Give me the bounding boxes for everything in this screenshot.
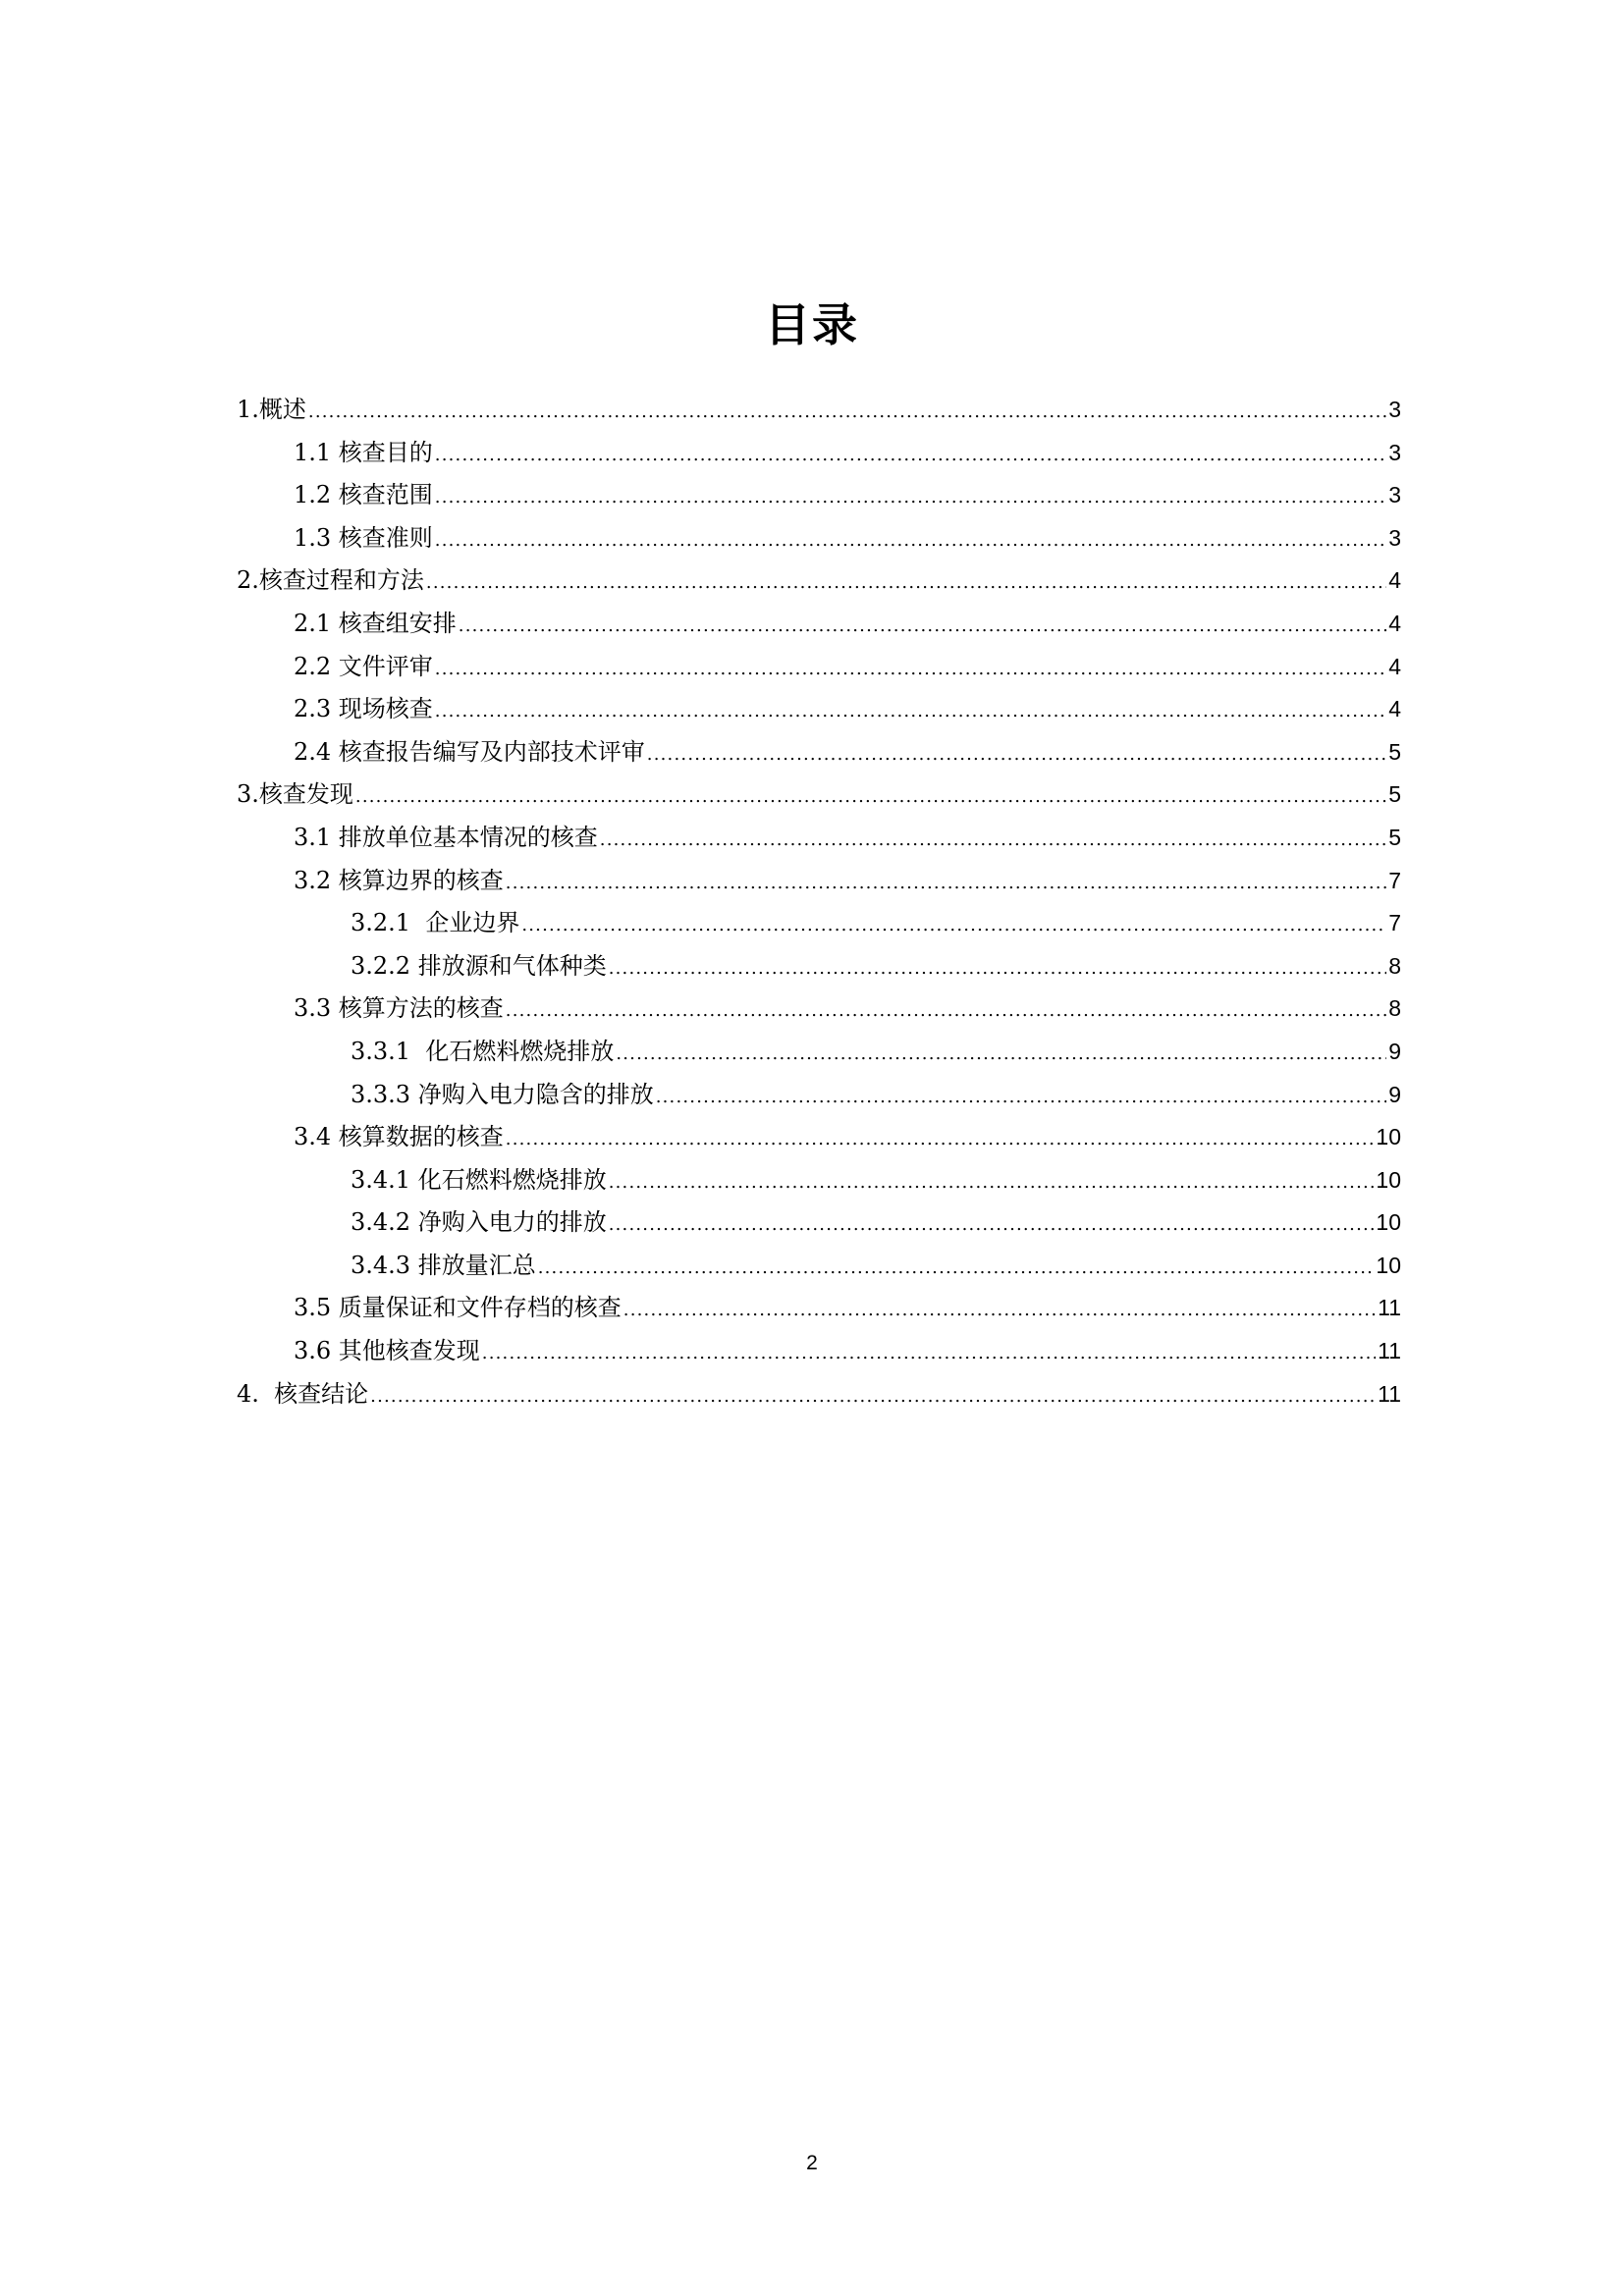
toc-entry-label: 1.概述	[237, 396, 306, 423]
toc-entry-label: 3.2.1 企业边界	[351, 909, 520, 937]
toc-entry-label: 3.3.1 化石燃料燃烧排放	[351, 1037, 615, 1065]
toc-dot-leader	[623, 1289, 1376, 1332]
toc-entry-3-4-2[interactable]	[237, 1201, 1401, 1245]
table-of-contents	[237, 389, 1401, 1415]
toc-entry-2-4[interactable]	[237, 731, 1401, 774]
toc-entry-label: 4. 核查结论	[237, 1379, 369, 1408]
toc-entry-2-3[interactable]	[237, 688, 1401, 731]
toc-entry-4[interactable]	[237, 1373, 1401, 1416]
toc-dot-leader	[600, 819, 1386, 862]
toc-entry-1-1[interactable]	[237, 432, 1401, 475]
toc-entry-label: 3.6 其他核查发现	[294, 1337, 480, 1365]
toc-entry-label: 2.4 核查报告编写及内部技术评审	[294, 737, 645, 766]
toc-entry-3[interactable]	[237, 774, 1401, 817]
toc-entry-3-4[interactable]	[237, 1116, 1401, 1159]
toc-entry-label: 1.2 核查范围	[294, 481, 433, 509]
toc-entry-page: 10	[1376, 1166, 1401, 1193]
page-number: 2	[806, 2152, 818, 2174]
toc-dot-leader	[435, 690, 1386, 733]
toc-entry-3-6[interactable]	[237, 1330, 1401, 1373]
toc-entry-3-3-3[interactable]	[237, 1074, 1401, 1117]
toc-entry-label: 3.3.3 净购入电力隐含的排放	[351, 1080, 654, 1108]
toc-entry-label: 1.1 核查目的	[294, 438, 433, 466]
toc-entry-page: 8	[1388, 952, 1401, 979]
toc-entry-page: 5	[1388, 738, 1401, 765]
toc-entry-page: 9	[1388, 1081, 1401, 1107]
toc-entry-page: 10	[1376, 1209, 1401, 1236]
toc-entry-page: 11	[1378, 1380, 1401, 1407]
toc-entry-page: 5	[1388, 781, 1401, 808]
toc-dot-leader	[538, 1247, 1375, 1290]
toc-dot-leader	[435, 648, 1386, 691]
toc-entry-2-2[interactable]	[237, 646, 1401, 689]
toc-entry-page: 4	[1388, 567, 1401, 594]
toc-dot-leader	[506, 989, 1386, 1033]
toc-entry-label: 3.4 核算数据的核查	[294, 1123, 504, 1151]
toc-dot-leader	[609, 947, 1387, 990]
toc-entry-label: 2.核查过程和方法	[237, 566, 424, 595]
toc-entry-page: 11	[1378, 1338, 1401, 1364]
toc-dot-leader	[435, 476, 1386, 519]
toc-dot-leader	[482, 1332, 1376, 1375]
toc-entry-label: 3.2 核算边界的核查	[294, 866, 504, 894]
toc-dot-leader	[647, 733, 1386, 776]
toc-entry-page: 4	[1388, 653, 1401, 679]
toc-entry-label: 3.4.3 排放量汇总	[351, 1251, 536, 1279]
toc-entry-page: 7	[1388, 867, 1401, 893]
toc-entry-3-4-1[interactable]	[237, 1159, 1401, 1202]
toc-entry-label: 2.3 现场核查	[294, 695, 433, 723]
toc-entry-page: 9	[1388, 1038, 1401, 1064]
toc-entry-1-2[interactable]	[237, 474, 1401, 517]
toc-entry-label: 2.2 文件评审	[294, 652, 433, 680]
toc-dot-leader	[616, 1033, 1386, 1076]
toc-entry-page: 4	[1388, 696, 1401, 722]
toc-entry-page: 7	[1388, 910, 1401, 936]
toc-entry-label: 3.2.2 排放源和气体种类	[351, 951, 607, 980]
toc-entry-page: 5	[1388, 824, 1401, 850]
toc-entry-3-3-1[interactable]	[237, 1031, 1401, 1074]
toc-entry-label: 3.4.1 化石燃料燃烧排放	[351, 1165, 607, 1194]
toc-entry-page: 3	[1388, 482, 1401, 508]
toc-entry-3-2[interactable]	[237, 860, 1401, 903]
toc-entry-3-2-1[interactable]	[237, 902, 1401, 945]
toc-dot-leader	[308, 391, 1386, 434]
toc-entry-2[interactable]	[237, 560, 1401, 603]
toc-entry-label: 1.3 核查准则	[294, 523, 433, 552]
toc-dot-leader	[506, 862, 1386, 905]
toc-entry-page: 8	[1388, 995, 1401, 1022]
toc-entry-label: 3.1 排放单位基本情况的核查	[294, 823, 598, 851]
toc-entry-page: 3	[1388, 397, 1401, 422]
toc-entry-3-5[interactable]	[237, 1287, 1401, 1330]
toc-dot-leader	[459, 605, 1386, 648]
toc-entry-page: 11	[1378, 1295, 1401, 1321]
toc-entry-page: 10	[1376, 1252, 1401, 1278]
page-title: 目录	[765, 297, 859, 351]
toc-dot-leader	[656, 1076, 1387, 1119]
toc-dot-leader	[435, 519, 1386, 562]
toc-entry-1[interactable]	[237, 389, 1401, 432]
toc-entry-label: 2.1 核查组安排	[294, 609, 457, 637]
toc-entry-page: 10	[1376, 1124, 1401, 1150]
toc-entry-page: 3	[1388, 524, 1401, 551]
toc-entry-1-3[interactable]	[237, 517, 1401, 561]
toc-entry-3-3[interactable]	[237, 988, 1401, 1031]
toc-dot-leader	[426, 561, 1386, 605]
toc-dot-leader	[355, 775, 1386, 819]
toc-entry-3-4-3[interactable]	[237, 1245, 1401, 1288]
toc-entry-label: 3.4.2 净购入电力的排放	[351, 1208, 607, 1237]
toc-dot-leader	[435, 434, 1386, 477]
toc-dot-leader	[609, 1203, 1375, 1247]
toc-entry-page: 3	[1388, 439, 1401, 465]
toc-dot-leader	[521, 904, 1386, 947]
toc-dot-leader	[609, 1161, 1375, 1204]
toc-entry-3-2-2[interactable]	[237, 945, 1401, 988]
toc-entry-label: 3.核查发现	[237, 780, 353, 809]
toc-entry-label: 3.3 核算方法的核查	[294, 994, 504, 1023]
toc-dot-leader	[370, 1375, 1376, 1418]
toc-entry-page: 4	[1388, 610, 1401, 636]
toc-entry-label: 3.5 质量保证和文件存档的核查	[294, 1294, 622, 1322]
toc-entry-2-1[interactable]	[237, 603, 1401, 646]
toc-entry-3-1[interactable]	[237, 817, 1401, 860]
toc-dot-leader	[506, 1118, 1375, 1161]
